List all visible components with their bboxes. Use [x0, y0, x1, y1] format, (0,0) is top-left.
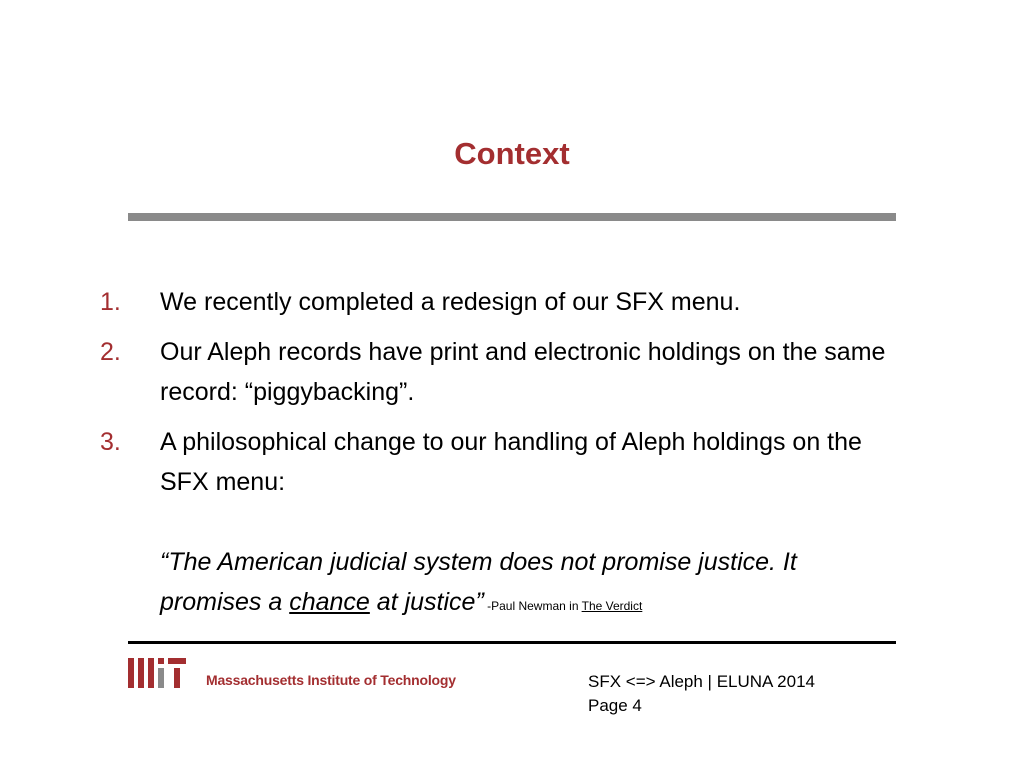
footer-info — [588, 670, 815, 718]
list-text-2: Our Aleph records have print and electronic holdings on the same record: “piggybacking”. — [160, 338, 886, 406]
list-item-2 — [100, 332, 900, 412]
slide-title: Context — [454, 136, 570, 171]
footer-page-number: Page 4 — [588, 696, 642, 715]
list-item-1 — [100, 282, 900, 322]
mit-logo — [128, 658, 508, 692]
mit-logo-text: Massachusetts Institute of Technology — [206, 672, 456, 688]
quote-text-end: at justice” — [369, 588, 484, 616]
quote-block — [160, 542, 900, 626]
footer-event: SFX <=> Aleph | ELUNA 2014 — [588, 672, 815, 691]
quote-film-title: The Verdict — [581, 599, 643, 613]
list-number-3: 3. — [100, 428, 121, 456]
list-text-1: We recently completed a redesign of our SFX menu. — [160, 288, 741, 316]
quote-chance: chance — [289, 588, 370, 616]
list-item-3 — [100, 422, 900, 626]
title-divider — [128, 213, 896, 221]
list-text-3: A philosophical change to our handling of Aleph holdings on the SFX menu: — [160, 428, 862, 496]
quote-text-start: “The American judicial system does not promise justice. It promises a — [160, 548, 797, 616]
footer-divider — [128, 641, 896, 644]
context-list — [100, 282, 900, 636]
mit-logo-icon — [128, 658, 186, 688]
list-number-2: 2. — [100, 338, 121, 366]
list-number-1: 1. — [100, 288, 121, 316]
quote-attribution: -Paul Newman in — [483, 599, 582, 613]
